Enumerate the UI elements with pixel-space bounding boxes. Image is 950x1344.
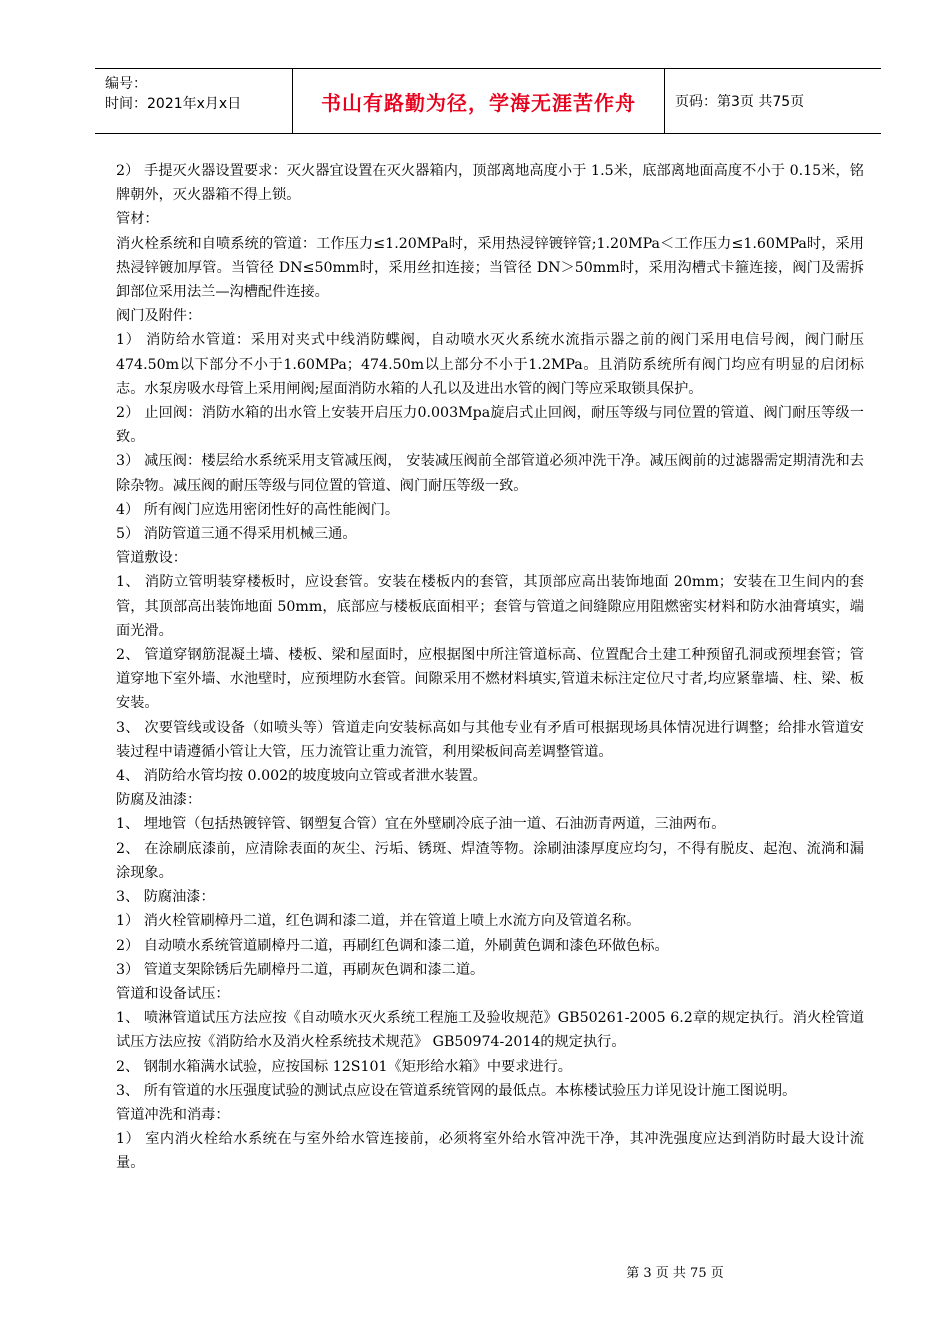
document-number-label: 编号： (105, 76, 147, 92)
document-body (116, 159, 864, 1176)
body-paragraph: 管道冲洗和消毒： (116, 1106, 230, 1123)
body-paragraph: 1） 室内消火栓给水系统在与室外给水管连接前，必须将室外给水管冲洗干净，其冲洗强度应达到消防时最大设计流量。 (116, 1131, 864, 1172)
body-paragraph: 3、 防腐油漆： (116, 889, 215, 906)
body-paragraph: 2、 管道穿钢筋混凝土墙、楼板、梁和屋面时，应根据图中所注管道标高、位置配合土建工种预留孔洞或预埋套管；管道穿地下室外墙、水池壁时，应预埋防水套管。间隙采用不燃材料填实,管道未标注定位尺寸者,均应紧靠墙、柱、梁、板安装。 (116, 647, 864, 712)
body-paragraph: 3、 所有管道的水压强度试验的测试点应设在管道系统管网的最低点。本栋楼试验压力详见设计施工图说明。 (116, 1082, 797, 1099)
page-header (95, 68, 881, 134)
body-paragraph: 4、 消防给水管均按 0.002的坡度坡向立管或者泄水装置。 (116, 768, 487, 785)
body-paragraph: 2） 止回阀：消防水箱的出水管上安装开启压力0.003Mpa旋启式止回阀，耐压等级与同位置的管道、阀门耐压等级一致。 (116, 405, 864, 446)
header-motto-cell (293, 69, 665, 133)
body-paragraph: 3、 次要管线或设备（如喷头等）管道走向安装标高如与其他专业有矛盾可根据现场具体情况进行调整；给排水管道安装过程中请遵循小管让大管，压力流管让重力流管，利用梁板间高差调整管道。 (116, 719, 864, 760)
body-paragraph: 1） 消火栓管刷樟丹二道，红色调和漆二道，并在管道上喷上水流方向及管道名称。 (116, 913, 641, 930)
body-paragraph: 2、 钢制水箱满水试验，应按国标 12S101《矩形给水箱》中要求进行。 (116, 1058, 572, 1075)
body-paragraph: 5） 消防管道三通不得采用机械三通。 (116, 526, 357, 543)
body-paragraph: 管材： (116, 211, 159, 228)
body-paragraph: 管道敷设： (116, 550, 187, 567)
body-paragraph: 3） 管道支架除锈后先刷樟丹二道，再刷灰色调和漆二道。 (116, 961, 485, 978)
body-paragraph: 2） 手提灭火器设置要求：灭火器宜设置在灭火器箱内，顶部离地高度小于 1.5米，底部离地面高度不小于 0.15米，铭牌朝外，灭火器箱不得上锁。 (116, 163, 864, 204)
body-paragraph: 2） 自动喷水系统管道刷樟丹二道，再刷红色调和漆二道，外刷黄色调和漆色环做色标。 (116, 937, 669, 954)
body-paragraph: 1、 埋地管（包括热镀锌管、钢塑复合管）宜在外壁刷冷底子油一道、石油沥青两道，三油两布。 (116, 816, 726, 833)
header-motto: 书山有路勤为径，学海无涯苦作舟 (321, 90, 636, 115)
page-footer: 第 3 页 共 75 页 (626, 1266, 724, 1281)
body-paragraph: 4） 所有阀门应选用密闭性好的高性能阀门。 (116, 501, 400, 518)
header-meta (95, 69, 293, 133)
body-paragraph: 消火栓系统和自喷系统的管道：工作压力≤1.20MPa时，采用热浸锌镀锌管;1.20MPa＜工作压力≤1.60MPa时，采用热浸锌镀加厚管。当管径 DN≤50mm时，采用丝扣连接；当管径 DN＞50mm时，采用沟槽式卡箍连接，阀门及需拆卸部位采用法兰—沟槽配件连接。 (116, 235, 864, 301)
body-paragraph: 2、 在涂刷底漆前，应清除表面的灰尘、污垢、锈斑、焊渣等物。涂刷油漆厚度应均匀，不得有脱皮、起泡、流淌和漏涂现象。 (116, 840, 864, 881)
body-paragraph: 3） 减压阀：楼层给水系统采用支管减压阀， 安装减压阀前全部管道必须冲洗干净。减压阀前的过滤器需定期清洗和去除杂物。减压阀的耐压等级与同位置的管道、阀门耐压等级一致。 (116, 453, 864, 494)
body-paragraph: 1、 喷淋管道试压方法应按《自动喷水灭火系统工程施工及验收规范》GB50261-2005 6.2章的规定执行。消火栓管道试压方法应按《消防给水及消火栓系统技术规范》 GB50974-2014的规定执行。 (116, 1010, 864, 1051)
document-time-label: 时间：2021年x月x日 (105, 96, 242, 112)
header-page-label: 页码：第3页 共75页 (675, 94, 805, 110)
body-paragraph: 1） 消防给水管道：采用对夹式中线消防蝶阀，自动喷水灭火系统水流指示器之前的阀门采用电信号阀，阀门耐压474.50m以下部分不小于1.60MPa；474.50m以上部分不小于1.2MPa。且消防系统所有阀门均应有明显的启闭标志。水泵房吸水母管上采用闸阀;屋面消防水箱的人孔以及进出水管的阀门等应采取锁具保护。 (116, 332, 864, 397)
body-paragraph: 1、 消防立管明装穿楼板时，应设套管。安装在楼板内的套管，其顶部应高出装饰地面 20mm；安装在卫生间内的套管，其顶部高出装饰地面 50mm，底部应与楼板底面相平；套管与管道之间缝隙应用阻燃密实材料和防水油膏填实，端面光滑。 (116, 574, 864, 639)
body-paragraph: 防腐及油漆： (116, 792, 202, 809)
body-paragraph: 管道和设备试压： (116, 985, 230, 1002)
body-paragraph: 阀门及附件： (116, 308, 202, 325)
header-page-cell (665, 69, 881, 133)
